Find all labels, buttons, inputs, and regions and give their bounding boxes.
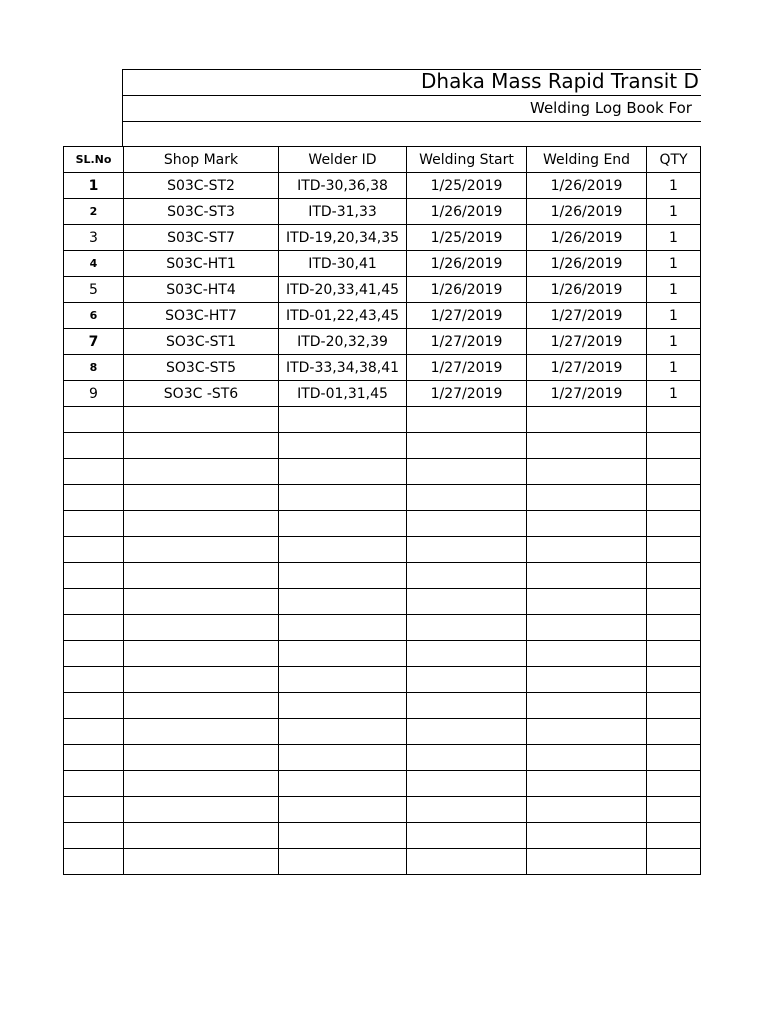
empty-cell bbox=[124, 537, 279, 563]
empty-cell bbox=[407, 797, 527, 823]
cell-welder-id: ITD-30,36,38 bbox=[279, 173, 407, 199]
empty-cell bbox=[647, 693, 701, 719]
empty-cell bbox=[64, 511, 124, 537]
table-row bbox=[64, 329, 701, 355]
empty-cell bbox=[124, 563, 279, 589]
cell-welding-end: 1/27/2019 bbox=[527, 355, 647, 381]
empty-cell bbox=[64, 693, 124, 719]
table-row bbox=[64, 199, 701, 225]
empty-cell bbox=[527, 511, 647, 537]
cell-qty: 1 bbox=[647, 199, 701, 225]
empty-cell bbox=[64, 667, 124, 693]
cell-qty: 1 bbox=[647, 277, 701, 303]
empty-cell bbox=[407, 667, 527, 693]
empty-cell bbox=[527, 485, 647, 511]
table-header-row bbox=[64, 147, 701, 173]
table-row bbox=[64, 173, 701, 199]
welding-log-table bbox=[63, 146, 701, 875]
cell-welding-start: 1/26/2019 bbox=[407, 277, 527, 303]
cell-shop-mark: S03C-ST7 bbox=[124, 225, 279, 251]
empty-cell bbox=[647, 563, 701, 589]
empty-cell bbox=[527, 745, 647, 771]
empty-cell bbox=[124, 407, 279, 433]
table-row bbox=[64, 355, 701, 381]
cell-sl-no: 6 bbox=[64, 303, 124, 329]
empty-cell bbox=[407, 719, 527, 745]
cell-welding-start: 1/25/2019 bbox=[407, 173, 527, 199]
empty-cell bbox=[124, 485, 279, 511]
empty-table-row bbox=[64, 485, 701, 511]
empty-cell bbox=[407, 459, 527, 485]
empty-cell bbox=[527, 641, 647, 667]
empty-cell bbox=[527, 563, 647, 589]
empty-cell bbox=[124, 719, 279, 745]
empty-rows bbox=[64, 407, 701, 875]
empty-cell bbox=[279, 433, 407, 459]
cell-welding-end: 1/26/2019 bbox=[527, 225, 647, 251]
blank-header-row bbox=[123, 122, 701, 147]
table-row bbox=[64, 251, 701, 277]
cell-sl-no: 4 bbox=[64, 251, 124, 277]
empty-cell bbox=[279, 823, 407, 849]
column-header-shop-mark: Shop Mark bbox=[124, 147, 279, 173]
cell-shop-mark: SO3C-HT7 bbox=[124, 303, 279, 329]
empty-cell bbox=[279, 771, 407, 797]
subtitle-row bbox=[123, 96, 701, 122]
cell-shop-mark: SO3C -ST6 bbox=[124, 381, 279, 407]
empty-cell bbox=[124, 745, 279, 771]
column-header-sl-no: SL.No bbox=[64, 147, 124, 173]
empty-cell bbox=[407, 771, 527, 797]
empty-cell bbox=[124, 693, 279, 719]
empty-cell bbox=[647, 823, 701, 849]
cell-welding-end: 1/27/2019 bbox=[527, 329, 647, 355]
empty-cell bbox=[527, 433, 647, 459]
empty-cell bbox=[647, 589, 701, 615]
empty-cell bbox=[647, 797, 701, 823]
empty-cell bbox=[64, 745, 124, 771]
empty-table-row bbox=[64, 693, 701, 719]
empty-cell bbox=[527, 823, 647, 849]
document-subtitle: Welding Log Book For bbox=[530, 99, 692, 117]
cell-welding-end: 1/26/2019 bbox=[527, 173, 647, 199]
cell-shop-mark: S03C-HT1 bbox=[124, 251, 279, 277]
cell-sl-no: 5 bbox=[64, 277, 124, 303]
empty-cell bbox=[124, 433, 279, 459]
cell-welding-end: 1/26/2019 bbox=[527, 251, 647, 277]
cell-welder-id: ITD-01,22,43,45 bbox=[279, 303, 407, 329]
empty-cell bbox=[124, 641, 279, 667]
empty-cell bbox=[527, 615, 647, 641]
empty-cell bbox=[64, 849, 124, 875]
empty-table-row bbox=[64, 797, 701, 823]
empty-cell bbox=[124, 589, 279, 615]
empty-cell bbox=[407, 589, 527, 615]
empty-cell bbox=[527, 667, 647, 693]
empty-cell bbox=[647, 667, 701, 693]
empty-cell bbox=[279, 745, 407, 771]
empty-cell bbox=[279, 849, 407, 875]
cell-sl-no: 3 bbox=[64, 225, 124, 251]
empty-cell bbox=[527, 719, 647, 745]
empty-cell bbox=[527, 771, 647, 797]
cell-sl-no: 7 bbox=[64, 329, 124, 355]
table-row bbox=[64, 381, 701, 407]
cell-welding-start: 1/25/2019 bbox=[407, 225, 527, 251]
empty-cell bbox=[527, 459, 647, 485]
empty-cell bbox=[647, 407, 701, 433]
empty-cell bbox=[647, 641, 701, 667]
empty-cell bbox=[407, 849, 527, 875]
empty-cell bbox=[279, 667, 407, 693]
empty-cell bbox=[527, 537, 647, 563]
title-block bbox=[122, 69, 701, 147]
empty-table-row bbox=[64, 719, 701, 745]
empty-cell bbox=[647, 745, 701, 771]
empty-cell bbox=[64, 459, 124, 485]
empty-table-row bbox=[64, 615, 701, 641]
document-title: Dhaka Mass Rapid Transit D bbox=[421, 69, 699, 93]
cell-welding-start: 1/27/2019 bbox=[407, 329, 527, 355]
cell-sl-no: 9 bbox=[64, 381, 124, 407]
cell-welding-end: 1/26/2019 bbox=[527, 199, 647, 225]
empty-cell bbox=[64, 771, 124, 797]
empty-cell bbox=[64, 719, 124, 745]
cell-welder-id: ITD-20,33,41,45 bbox=[279, 277, 407, 303]
cell-welding-start: 1/27/2019 bbox=[407, 303, 527, 329]
empty-cell bbox=[527, 797, 647, 823]
empty-cell bbox=[64, 823, 124, 849]
empty-cell bbox=[279, 485, 407, 511]
cell-welding-end: 1/27/2019 bbox=[527, 303, 647, 329]
empty-cell bbox=[279, 407, 407, 433]
empty-table-row bbox=[64, 745, 701, 771]
empty-table-row bbox=[64, 459, 701, 485]
cell-qty: 1 bbox=[647, 173, 701, 199]
title-row bbox=[123, 70, 701, 96]
cell-welder-id: ITD-19,20,34,35 bbox=[279, 225, 407, 251]
empty-cell bbox=[647, 615, 701, 641]
empty-cell bbox=[407, 407, 527, 433]
empty-cell bbox=[407, 641, 527, 667]
empty-cell bbox=[407, 823, 527, 849]
empty-table-row bbox=[64, 641, 701, 667]
column-header-qty: QTY bbox=[647, 147, 701, 173]
empty-cell bbox=[124, 667, 279, 693]
cell-sl-no: 8 bbox=[64, 355, 124, 381]
cell-welder-id: ITD-30,41 bbox=[279, 251, 407, 277]
empty-table-row bbox=[64, 511, 701, 537]
empty-cell bbox=[64, 615, 124, 641]
empty-table-row bbox=[64, 823, 701, 849]
empty-cell bbox=[527, 589, 647, 615]
cell-sl-no: 2 bbox=[64, 199, 124, 225]
cell-welder-id: ITD-20,32,39 bbox=[279, 329, 407, 355]
empty-cell bbox=[647, 771, 701, 797]
table-row bbox=[64, 303, 701, 329]
empty-cell bbox=[64, 563, 124, 589]
empty-cell bbox=[279, 459, 407, 485]
empty-cell bbox=[407, 485, 527, 511]
cell-shop-mark: S03C-ST3 bbox=[124, 199, 279, 225]
empty-table-row bbox=[64, 849, 701, 875]
empty-cell bbox=[64, 641, 124, 667]
empty-cell bbox=[124, 771, 279, 797]
table-row bbox=[64, 225, 701, 251]
cell-qty: 1 bbox=[647, 355, 701, 381]
cell-qty: 1 bbox=[647, 303, 701, 329]
column-header-welder-id: Welder ID bbox=[279, 147, 407, 173]
empty-cell bbox=[407, 433, 527, 459]
cell-shop-mark: S03C-ST2 bbox=[124, 173, 279, 199]
empty-cell bbox=[64, 407, 124, 433]
empty-table-row bbox=[64, 407, 701, 433]
cell-welding-start: 1/27/2019 bbox=[407, 381, 527, 407]
empty-cell bbox=[64, 433, 124, 459]
empty-cell bbox=[407, 745, 527, 771]
cell-qty: 1 bbox=[647, 329, 701, 355]
cell-sl-no: 1 bbox=[64, 173, 124, 199]
empty-cell bbox=[647, 433, 701, 459]
cell-shop-mark: SO3C-ST1 bbox=[124, 329, 279, 355]
empty-cell bbox=[124, 823, 279, 849]
empty-cell bbox=[279, 589, 407, 615]
empty-table-row bbox=[64, 771, 701, 797]
empty-cell bbox=[407, 693, 527, 719]
empty-cell bbox=[647, 719, 701, 745]
empty-cell bbox=[647, 511, 701, 537]
empty-cell bbox=[647, 849, 701, 875]
empty-cell bbox=[124, 849, 279, 875]
empty-cell bbox=[279, 563, 407, 589]
cell-welding-start: 1/26/2019 bbox=[407, 199, 527, 225]
empty-cell bbox=[647, 459, 701, 485]
empty-cell bbox=[279, 693, 407, 719]
empty-cell bbox=[124, 511, 279, 537]
empty-cell bbox=[124, 459, 279, 485]
cell-welder-id: ITD-31,33 bbox=[279, 199, 407, 225]
empty-table-row bbox=[64, 537, 701, 563]
empty-cell bbox=[279, 797, 407, 823]
empty-cell bbox=[647, 537, 701, 563]
cell-qty: 1 bbox=[647, 381, 701, 407]
empty-cell bbox=[279, 537, 407, 563]
empty-cell bbox=[64, 589, 124, 615]
cell-welding-end: 1/27/2019 bbox=[527, 381, 647, 407]
empty-cell bbox=[647, 485, 701, 511]
empty-cell bbox=[407, 615, 527, 641]
empty-table-row bbox=[64, 433, 701, 459]
empty-cell bbox=[124, 615, 279, 641]
cell-welding-start: 1/27/2019 bbox=[407, 355, 527, 381]
empty-cell bbox=[64, 537, 124, 563]
cell-welding-end: 1/26/2019 bbox=[527, 277, 647, 303]
empty-cell bbox=[64, 797, 124, 823]
cell-shop-mark: S03C-HT4 bbox=[124, 277, 279, 303]
cell-shop-mark: SO3C-ST5 bbox=[124, 355, 279, 381]
column-header-welding-end: Welding End bbox=[527, 147, 647, 173]
empty-table-row bbox=[64, 589, 701, 615]
table-row bbox=[64, 277, 701, 303]
cell-welding-start: 1/26/2019 bbox=[407, 251, 527, 277]
empty-cell bbox=[279, 641, 407, 667]
empty-cell bbox=[64, 485, 124, 511]
empty-cell bbox=[279, 719, 407, 745]
cell-qty: 1 bbox=[647, 251, 701, 277]
empty-cell bbox=[279, 615, 407, 641]
empty-cell bbox=[527, 693, 647, 719]
empty-table-row bbox=[64, 667, 701, 693]
cell-welder-id: ITD-33,34,38,41 bbox=[279, 355, 407, 381]
cell-qty: 1 bbox=[647, 225, 701, 251]
column-header-welding-start: Welding Start bbox=[407, 147, 527, 173]
cell-welder-id: ITD-01,31,45 bbox=[279, 381, 407, 407]
empty-cell bbox=[407, 511, 527, 537]
empty-cell bbox=[527, 407, 647, 433]
empty-cell bbox=[407, 563, 527, 589]
empty-table-row bbox=[64, 563, 701, 589]
empty-cell bbox=[407, 537, 527, 563]
empty-cell bbox=[279, 511, 407, 537]
empty-cell bbox=[527, 849, 647, 875]
empty-cell bbox=[124, 797, 279, 823]
